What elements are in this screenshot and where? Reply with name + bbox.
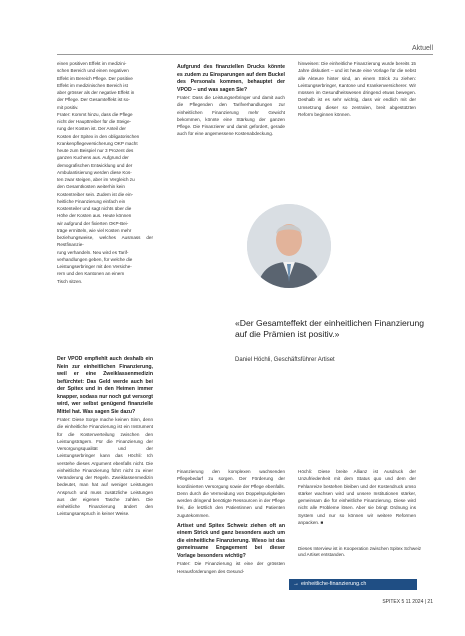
text-line: Kosten der Spitex in den obligatorischen	[57, 133, 140, 139]
text-line: wir aufgrund der fixierten OKP-Bei-	[57, 220, 129, 226]
interview-answer: Höchli: Diese breite Allianz ist Ausdruck der Unzufriedenheit mit dem Status quo und dem der Fehlanreize bestehen bleiben und der Kostendruck umso stärker wachsen wird und unsere Institutionen stärker, gemeinsam die für einheitliche Finanzierung. Diese wird nicht alle Probleme lösen. Aber sie bringt Ordnung ins System und nur so können wir weitere Reformen anpacken. ■	[298, 469, 416, 525]
text-line: schen Bereich und einen negativen	[57, 68, 129, 74]
page-folio: SPITEX 5 11 2024 | 21	[382, 599, 433, 605]
column-4	[177, 468, 285, 575]
section-label: Aktuell	[411, 45, 433, 52]
text-line: Effekt im Bereich Pflege. Der positive	[57, 75, 133, 81]
footnote: Dieses Interview ist in Kooperation zwischen Spitex Schweiz und Artiset entstanden.	[298, 546, 422, 557]
text-line: nicht der Haupttreiber für die Steige-	[57, 119, 132, 124]
text-line: den Gesamtkosten weiterhin kein	[57, 184, 125, 190]
text-line: demografischen Entwicklung und der	[57, 162, 133, 168]
portrait-photo	[247, 204, 331, 288]
header-rule	[57, 54, 433, 55]
text-line: Kostentreiber sein. Zudem ist die ein-	[57, 191, 134, 197]
text-line: Ambulantisierung werden diese Kos-	[57, 169, 132, 175]
text-line: Effekt im medizinischen Bereich ist	[57, 82, 128, 88]
column-1-lower	[57, 352, 153, 518]
text-line: heute zum Beispiel nur 3 Prozent des	[57, 148, 134, 153]
column-3	[298, 60, 416, 118]
column-2	[177, 60, 285, 138]
text-line: aber grösser als der negative Effekt in	[57, 90, 135, 95]
text-line: träge ermitteln, wie viel Kosten mehr	[57, 227, 132, 233]
text-line: heitliche Finanzierung einfach ein	[57, 198, 126, 204]
interview-answer: Finanzierung den komplexen wachsenden Pflegebedarf zu sorgen. Der Förderung der koordinierten Versorgung sowie der Pflege ebenfalls. Denn durch die Vermeidung von Doppelspurigkeiten werden dringend benötigte Ressourcen in der Pflege frei, die letztlich den Patientinnen und Patienten zugutekommen.	[177, 469, 285, 518]
text-line: ganzen Kuchens aus. Aufgrund der	[57, 155, 129, 161]
pull-quote-author: Daniel Höchli, Geschäftsführer Artiset	[235, 357, 335, 363]
interview-question: Artiset und Spitex Schweiz ziehen oft an einem Strick und ganz besonders auch um die einheitliche Finanzierung. Wieso ist das gemeinsame Engagement bei dieser Vorlage besonders wichtig?	[177, 522, 285, 559]
pull-quote: «Der Gesamteffekt der einheitlichen Finanzierung auf die Prämien ist positiv.»	[235, 318, 425, 339]
text-line: rern und den Kantonen an einem	[57, 271, 125, 277]
text-line: mit positiv.	[57, 104, 79, 110]
column-1	[57, 60, 153, 285]
portrait-illustration	[247, 204, 331, 288]
text-line: Kostenteiler und sagt nichts über die	[57, 206, 132, 211]
column-5	[298, 468, 416, 526]
text-line: Tisch sitzen.	[57, 278, 83, 284]
text-line: ten zwar steigen, aber im Vergleich zu	[57, 177, 135, 182]
interview-answer: hinweisen: Die einheitliche Finanzierung wurde bereits 15 Jahre diskutiert – und ist heute eine Vorlage für die nebst alle Akteure hinter sind, an einem Strick zu ziehen: Leistungserbringer, Kantone und Krankenversicherer. Wir müssen im Gesundheitswesen dringend etwas bewegen. Deshalb ist es sehr wichtig, dass wir endlich mit der Umsetzung dieser so zentralen, breit abgestützten Reform beginnen können.	[298, 61, 416, 117]
website-link[interactable]	[289, 579, 417, 590]
text-line: einen positiven Effekt im medizini-	[57, 61, 127, 66]
interview-question: Der VPOD empfiehlt auch deshalb ein Nein zur einheitlichen Finanzierung, weil er eine Zweiklassenmedizin befürchtet: Das Geld werde auch bei der Spitex und in den Heimen immer knapper, sodass nur noch gut versorgt wird, wer selbst genügend finanzielle Mittel hat. Was sagen Sie dazu?	[57, 356, 153, 415]
text-line: beziehungsweise, welches Ausmass der Restfinanzie-	[57, 235, 153, 248]
text-line: Leistungserbringer mit den Versiche-	[57, 264, 132, 269]
text-line: rung verhandeln. Neu wird es Tarif-	[57, 249, 129, 255]
text-line: verhandlungen geben, für welche die	[57, 256, 133, 262]
text-line: Frater: Kommt hinzu, dass die Pflege	[57, 111, 133, 117]
text-line: Krankenpflegeversicherung OKP macht	[57, 140, 138, 146]
arrow-right-icon: →	[293, 581, 299, 587]
website-link-label: einheitliche-finanzierung.ch	[301, 581, 367, 587]
text-line: der Pflege. Der Gesamteffekt ist so-	[57, 97, 130, 103]
interview-answer: Frater: Diese Sorge mache keinen Sinn, denn die einheitliche Finanzierung ist ein Instrument für die Kostenverteilung zwischen den Leistungsträgern. Für die Finanzierung der Versorgungsqualität und der Leistungserbringer kann das Höchli: Ich verstehe dieses Argument ebenfalls nicht. Die einheitliche Finanzierung führt nicht zu einer Veränderung der Regeln. Zweiklassenmedizin bedeutet, man hat auf weniger Leistungen Anspruch und muss zusätzliche Leistungen aus der eigenen Tasche zahlen. Die einheitliche Finanzierung ändert den Leistungsanspruch in keiner Weise.	[57, 417, 153, 517]
interview-answer: Frater: Dass die Leistungserbringer und damit auch die Pflegenden den Tarifverhandlungen zur einheitlichen Finanzierung mehr Gewicht bekommen, könnte eine Stärkung der ganzen Pflege. Die Finanzierer und damit gefordert, gerade auch für eine angemessene Kostenabdeckung.	[177, 95, 285, 137]
interview-question: Aufgrund des finanziellen Drucks könnte es zudem zu Einsparungen auf dem Buckel des Personals kommen, behauptet der VPOD – und was sagen Sie?	[177, 64, 285, 93]
text-line: Höhe der Kosten aus. Heute können	[57, 213, 132, 219]
interview-answer: Frater: Die Finanzierung ist eine der grössten Herausforderungen des Gesund-	[177, 561, 285, 574]
text-line: rung der Kosten ist. Der Anteil der	[57, 126, 126, 132]
